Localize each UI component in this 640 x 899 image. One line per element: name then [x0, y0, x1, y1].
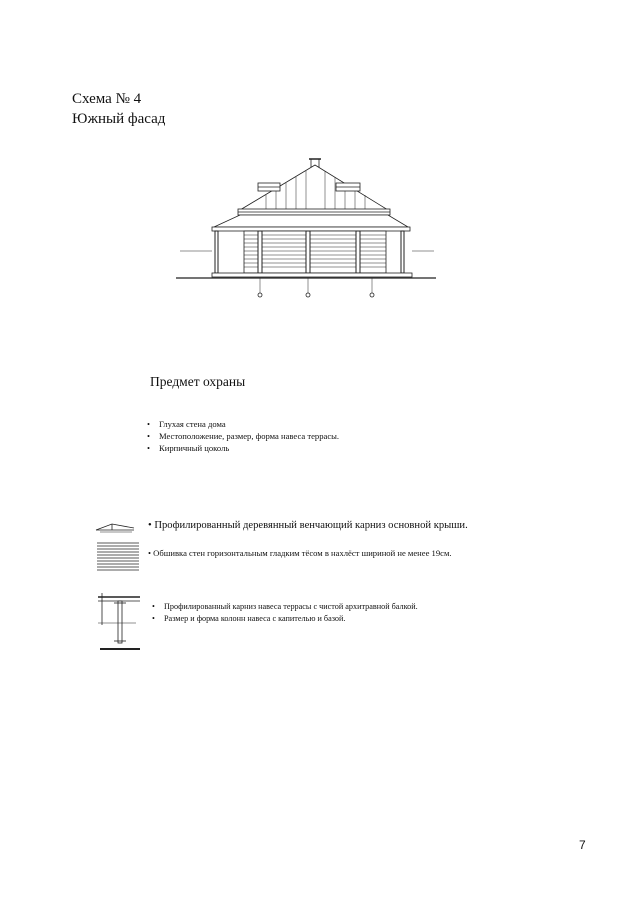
page-number: 7: [579, 838, 586, 852]
siding-detail-drawing: [97, 541, 139, 571]
subject-of-protection-list: [147, 418, 339, 454]
siding-detail-text: • Обшивка стен горизонтальным гладким тёсом в нахлёст шириной не менее 19см.: [148, 548, 452, 558]
porch-canopy: [214, 215, 408, 227]
cornice-detail-label: Профилированный деревянный венчающий карниз основной крыши.: [154, 520, 468, 531]
list-item: • Местоположение, размер, форма навеса террасы.: [147, 430, 339, 442]
brick-plinth: [212, 273, 412, 277]
list-item: • Кирпичный цоколь: [147, 442, 339, 454]
list-item: • Профилированный карниз навеса террасы с чистой архитравной балкой.: [152, 601, 418, 613]
list-item: • Глухая стена дома: [147, 418, 339, 430]
subject-of-protection-heading: Предмет охраны: [150, 374, 246, 389]
south-facade-elevation: [176, 155, 436, 305]
scheme-title: Южный фасад: [72, 111, 166, 127]
porch-detail-list: [152, 601, 418, 625]
porch-column-detail-drawing: [96, 591, 142, 653]
house-wall: [244, 231, 386, 273]
cornice-detail-drawing: [94, 518, 138, 534]
siding-detail-label: Обшивка стен горизонтальным гладким тёсом в нахлёст шириной не менее 19см.: [153, 548, 452, 558]
scheme-number: Схема № 4: [72, 91, 142, 107]
cornice-detail-text: • Профилированный деревянный венчающий карниз основной крыши.: [148, 520, 468, 531]
porch-canopy-fascia: [212, 227, 410, 231]
list-item: • Размер и форма колонн навеса с капителью и базой.: [152, 613, 418, 625]
